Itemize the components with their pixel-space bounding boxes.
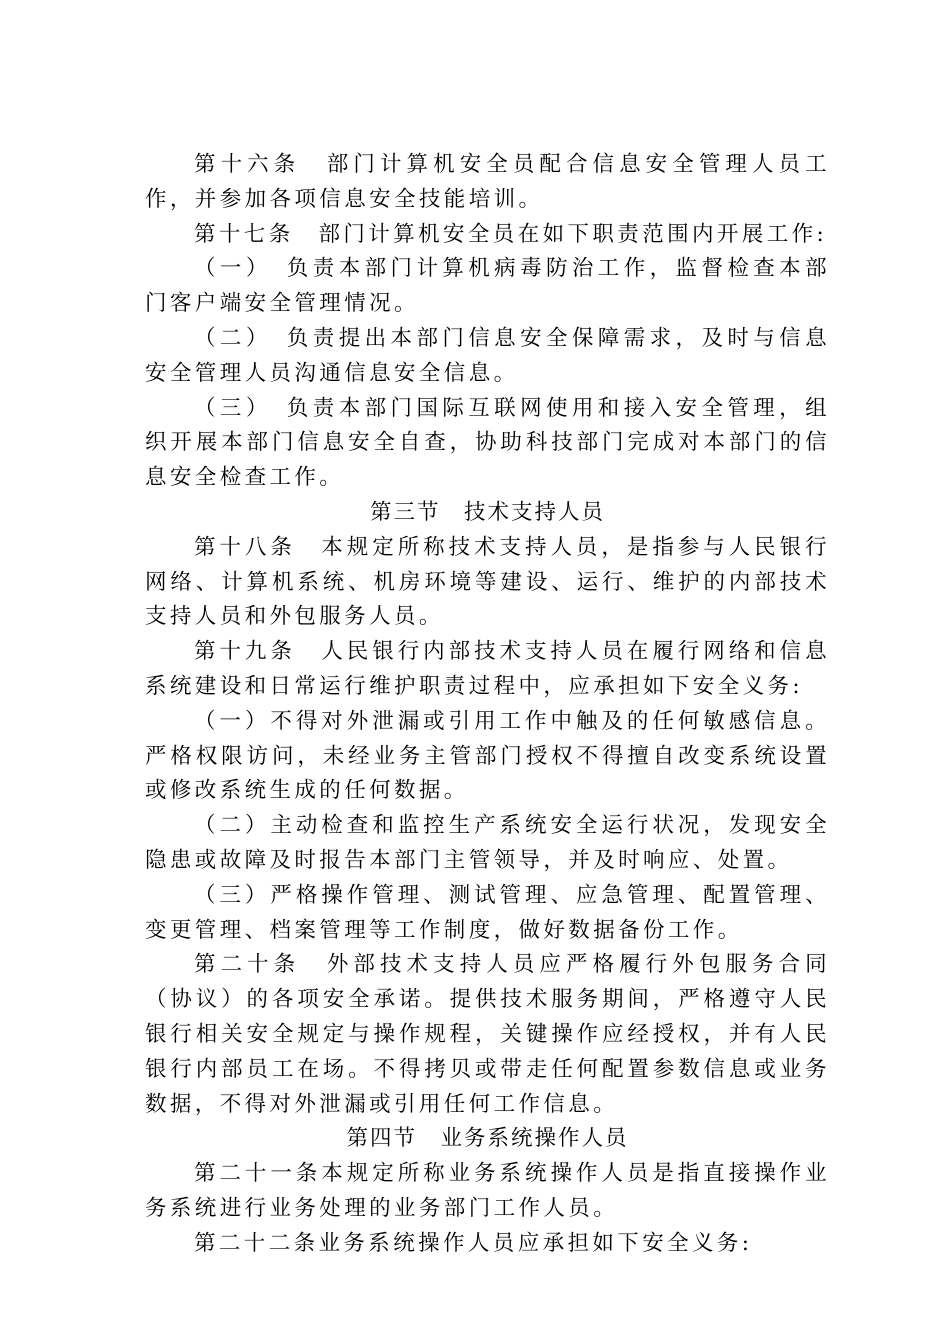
article-22: 第二十二条业务系统操作人员应承担如下安全义务: — [194, 1230, 753, 1256]
article-19-item-2: （二）主动检查和监控生产系统安全运行状况，发现安全隐患或故障及时报告本部门主管领导，并及时响应、处置。 — [145, 813, 830, 873]
article-17-item-1: （一） 负责本部门计算机病毒防治工作，监督检查本部门客户端安全管理情况。 — [145, 256, 830, 317]
article-19-item-3: （三）严格操作管理、测试管理、应急管理、配置管理、变更管理、档案管理等工作制度，做好数据备份工作。 — [145, 882, 830, 943]
article-17-item-2: （二） 负责提出本部门信息安全保障需求，及时与信息安全管理人员沟通信息安全信息。 — [145, 325, 830, 386]
article-17: 第十七条 部门计算机安全员在如下职责范围内开展工作: — [194, 221, 828, 247]
article-19-item-1: （一）不得对外泄漏或引用工作中触及的任何敏感信息。严格权限访问，未经业务主管部门授权不得擅自改变系统设置或修改系统生成的任何数据。 — [145, 708, 830, 804]
article-19: 第十九条 人民银行内部技术支持人员在履行网络和信息系统建设和日常运行维护职责过程中，应承担如下安全义务: — [145, 639, 830, 699]
section-3-heading: 第三节 技术支持人员 — [369, 499, 605, 525]
article-18: 第十八条 本规定所称技术支持人员，是指参与人民银行网络、计算机系统、机房环境等建设、运行、维护的内部技术支持人员和外包服务人员。 — [145, 534, 830, 630]
article-17-item-3: （三） 负责本部门国际互联网使用和接入安全管理，组织开展本部门信息安全自查，协助科技部门完成对本部门的信息安全检查工作。 — [145, 395, 830, 491]
section-4-heading: 第四节 业务系统操作人员 — [346, 1126, 629, 1152]
document-body — [145, 148, 830, 1262]
article-16: 第十六条 部门计算机安全员配合信息安全管理人员工作，并参加各项信息安全技能培训。 — [145, 152, 830, 212]
article-21: 第二十一条本规定所称业务系统操作人员是指直接操作业务系统进行业务处理的业务部门工作人员。 — [145, 1161, 830, 1221]
article-20: 第二十条 外部技术支持人员应严格履行外包服务合同（协议）的各项安全承诺。提供技术服务期间，严格遵守人民银行相关安全规定与操作规程，关键操作应经授权，并有人民银行内部员工在场。不得拷贝或带走任何配置参数信息或业务数据，不得对外泄漏或引用任何工作信息。 — [145, 952, 830, 1117]
